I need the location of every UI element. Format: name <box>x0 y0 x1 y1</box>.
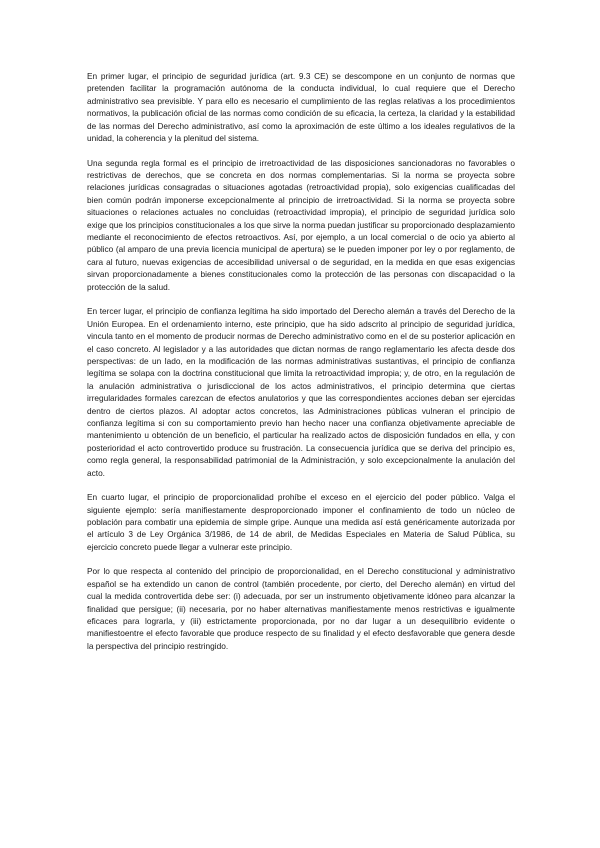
paragraph-seguridad-juridica: En primer lugar, el principio de seguridad jurídica (art. 9.3 CE) se descompone en un conjunto de normas que pretenden facilitar la programación autónoma de la conducta individual, lo cual requiere que el Derecho administrativo sea previsible. Y para ello es necesario el cumplimiento de las reglas relativas a los procedimientos normativos, la publicación oficial de las normas como condición de su eficacia, la certeza, la claridad y la estabilidad de las normas del Derecho administrativo, así como la aproximación de este último a los ideales regulativos de la unidad, la coherencia y la plenitud del sistema. <box>87 71 515 144</box>
document-page <box>87 70 515 664</box>
paragraph-proporcionalidad: En cuarto lugar, el principio de proporcionalidad prohíbe el exceso en el ejercicio del poder público. Valga el siguiente ejemplo: sería manifiestamente desproporcionado imponer el confinamiento de todo un núcleo de población para combatir una epidemia de simple gripe. Aunque una medida así está genéricamente autorizada por el artículo 3 de Ley Orgánica 3/1986, de 14 de abril, de Medidas Especiales en Materia de Salud Pública, su ejercicio concreto puede llegar a vulnerar este principio. <box>87 492 515 552</box>
paragraph-confianza-legitima: En tercer lugar, el principio de confianza legítima ha sido importado del Derecho alemán a través del Derecho de la Unión Europea. En el ordenamiento interno, este principio, que ha sido adscrito al principio de seguridad jurídica, vincula tanto en el momento de producir normas de Derecho administrativo como en el de su posterior aplicación en el caso concreto. Al legislador y a las autoridades que dictan normas de rango reglamentario les afecta desde dos perspectivas: de un lado, en la modificación de las normas administrativas sustantivas, el principio de confianza legítima se solapa con la doctrina constitucional que limita la retroactividad impropia; y, de otro, en la regulación de la anulación administrativa o jurisdiccional de los actos administrativos, el principio determina que ciertas irregularidades formales carezcan de efectos anulatorios y que las correspondientes acciones deban ser ejercidas dentro de ciertos plazos. Al adoptar actos concretos, las Administraciones públicas vulneran el principio de confianza legítima si con su comportamiento previo han hecho nacer una confianza objetivamente apreciable de mantenimiento u obtención de un beneficio, el particular ha realizado actos de disposición fundados en ella, y con posterioridad el acto controvertido produce su frustración. La consecuencia jurídica que se deriva del principio es, como regla general, la responsabilidad patrimonial de la Administración, y solo excepcionalmente la anulación del acto. <box>87 306 515 478</box>
paragraph-contenido-proporcionalidad: Por lo que respecta al contenido del principio de proporcionalidad, en el Derecho constitucional y administrativo español se ha extendido un canon de control (también procedente, por cierto, del Derecho alemán) en virtud del cual la medida controvertida debe ser: (i) adecuada, por ser un instrumento objetivamente idóneo para alcanzar la finalidad que persigue; (ii) necesaria, por no haber alternativas manifiestamente menos restrictivas e igualmente eficaces para lograrla, y (iii) estrictamente proporcionada, por no dar lugar a un desequilibrio evidente o manifiestoentre el efecto favorable que produce respecto de su finalidad y el efecto desfavorable que genera desde la perspectiva del principio restringido. <box>87 566 515 651</box>
paragraph-irretroactividad: Una segunda regla formal es el principio de irretroactividad de las disposiciones sancionadoras no favorables o restrictivas de derechos, que se concreta en dos normas complementarias. Si la norma se proyecta sobre relaciones jurídicas consagradas o situaciones agotadas (retroactividad propia), solo exigencias cualificadas del bien común podrán imponerse excepcionalmente al principio de irretroactividad. Si la norma se proyecta sobre situaciones o relaciones actuales no concluidas (retroactividad impropia), el principio de seguridad jurídica solo exige que los principios constitucionales a los que sirve la norma puedan justificar su proporcionado desplazamiento mediante el reconocimiento de efectos retroactivos. Así, por ejemplo, a un local comercial o de ocio ya abierto al público (al amparo de una previa licencia municipal de apertura) se le pueden imponer por ley o por reglamento, de cara al futuro, nuevas exigencias de accesibilidad universal o de seguridad, en la medida en que esas exigencias sirvan proporcionadamente a bienes constitucionales como la protección de las personas con discapacidad o la protección de la salud. <box>87 157 515 292</box>
